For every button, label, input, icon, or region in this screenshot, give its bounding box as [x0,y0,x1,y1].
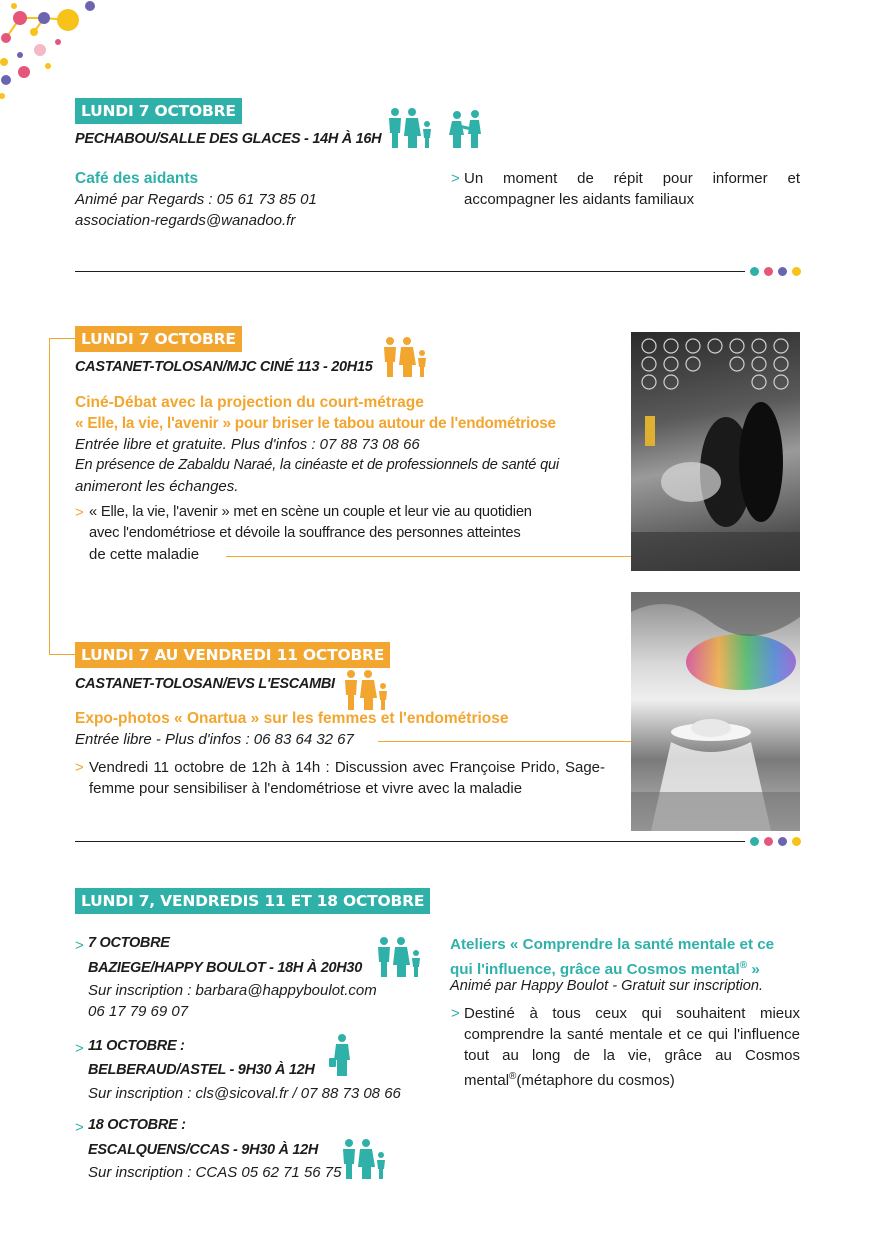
event-description: Destiné à tous ceux qui souhaitent mieux comprendre la santé mentale et ce qui l'influence tout au long de la vie, grâce au Cosmos mental®(métaphore du cosmos) [464,1005,800,1089]
bullet-marker: > [451,170,460,187]
event-title: Expo-photos « Onartua » sur les femmes et l'endométriose [75,710,509,727]
event-organizer: Animé par Happy Boulot - Gratuit sur inscription. [450,978,764,994]
event-place: PECHABOU/SALLE DES GLACES - 14H À 16H [75,131,382,147]
event-title: Ateliers « Comprendre la santé mentale et ce [450,936,775,953]
divider-dot [750,267,759,276]
event-title: qui l'influence, grâce au Cosmos mental® » [450,960,760,979]
decorative-dots [0,0,110,110]
film-poster [631,332,800,571]
event-title: « Elle, la vie, l'avenir » pour briser le tabou autour de l'endométriose [75,415,556,432]
bullet-marker: > [75,504,84,521]
session-registration: Sur inscription : barbara@happyboulot.com [88,982,377,999]
session-phone: 06 17 79 69 07 [88,1003,189,1020]
event-place: CASTANET-TOLOSAN/MJC CINÉ 113 - 20H15 [75,359,373,375]
bracket-line [49,654,76,655]
family-icon [385,107,435,149]
divider-dot [778,837,787,846]
session-date: 7 OCTOBRE [88,935,170,951]
family-icon [374,936,424,978]
event-description: avec l'endométriose et dévoile la souffrance des personnes atteintes [89,525,521,541]
divider-dot [764,837,773,846]
event-date-tag: LUNDI 7 AU VENDREDI 11 OCTOBRE [75,642,390,668]
event-description: Vendredi 11 octobre de 12h à 14h : Discussion avec Françoise Prido, Sage-femme pour sensibiliser à l'endométriose et vivre avec la maladie [89,759,605,797]
event-date-tag: LUNDI 7 OCTOBRE [75,326,242,352]
bullet-marker: > [75,759,84,776]
bracket-line [49,338,76,339]
event-place: CASTANET-TOLOSAN/EVS L'ESCAMBI [75,676,335,692]
divider-dot [764,267,773,276]
event-date-tag: LUNDI 7, VENDREDIS 11 ET 18 OCTOBRE [75,888,430,914]
bracket-line [49,338,50,654]
bullet-marker: > [451,1005,460,1022]
event-contact: Entrée libre et gratuite. Plus d'infos : 07 88 73 08 66 [75,436,420,453]
event-note: En présence de Zabaldu Naraé, la cinéaste et de professionnels de santé qui [75,457,559,473]
divider-dot [792,837,801,846]
event-description: de cette maladie [89,546,200,563]
bullet-marker: > [75,1119,84,1136]
session-date: 11 OCTOBRE : [88,1038,185,1054]
professional-icon [329,1033,355,1077]
event-contact: Animé par Regards : 05 61 73 85 01 [75,191,317,208]
divider [75,841,745,842]
event-email: association-regards@wanadoo.fr [75,212,296,229]
bullet-marker: > [75,1040,84,1057]
exhibition-poster [631,592,800,831]
event-title: Café des aidants [75,170,199,187]
event-note: animeront les échanges. [75,478,239,495]
session-place: BAZIEGE/HAPPY BOULOT - 18H À 20H30 [88,960,362,976]
event-date-tag: LUNDI 7 OCTOBRE [75,98,242,124]
caregiver-icon [447,109,485,149]
event-contact: Entrée libre - Plus d'infos : 06 83 64 32 67 [75,731,354,748]
session-date: 18 OCTOBRE : [88,1117,186,1133]
divider [75,271,745,272]
event-title: Ciné-Débat avec la projection du court-métrage [75,394,424,411]
family-icon [339,1138,389,1180]
session-registration: Sur inscription : cls@sicoval.fr / 07 88 73 08 66 [88,1085,401,1102]
family-icon [341,669,391,711]
poster-connector [378,741,631,742]
session-registration: Sur inscription : CCAS 05 62 71 56 75 [88,1164,342,1181]
divider-dot [778,267,787,276]
divider-dot [750,837,759,846]
family-icon [380,336,430,378]
event-description: « Elle, la vie, l'avenir » met en scène un couple et leur vie au quotidien [89,504,532,520]
session-place: ESCALQUENS/CCAS - 9H30 À 12H [88,1142,319,1158]
poster-connector [226,556,631,557]
session-place: BELBERAUD/ASTEL - 9H30 À 12H [88,1062,315,1078]
divider-dot [792,267,801,276]
bullet-marker: > [75,937,84,954]
event-description: Un moment de répit pour informer et accompagner les aidants familiaux [464,170,800,208]
